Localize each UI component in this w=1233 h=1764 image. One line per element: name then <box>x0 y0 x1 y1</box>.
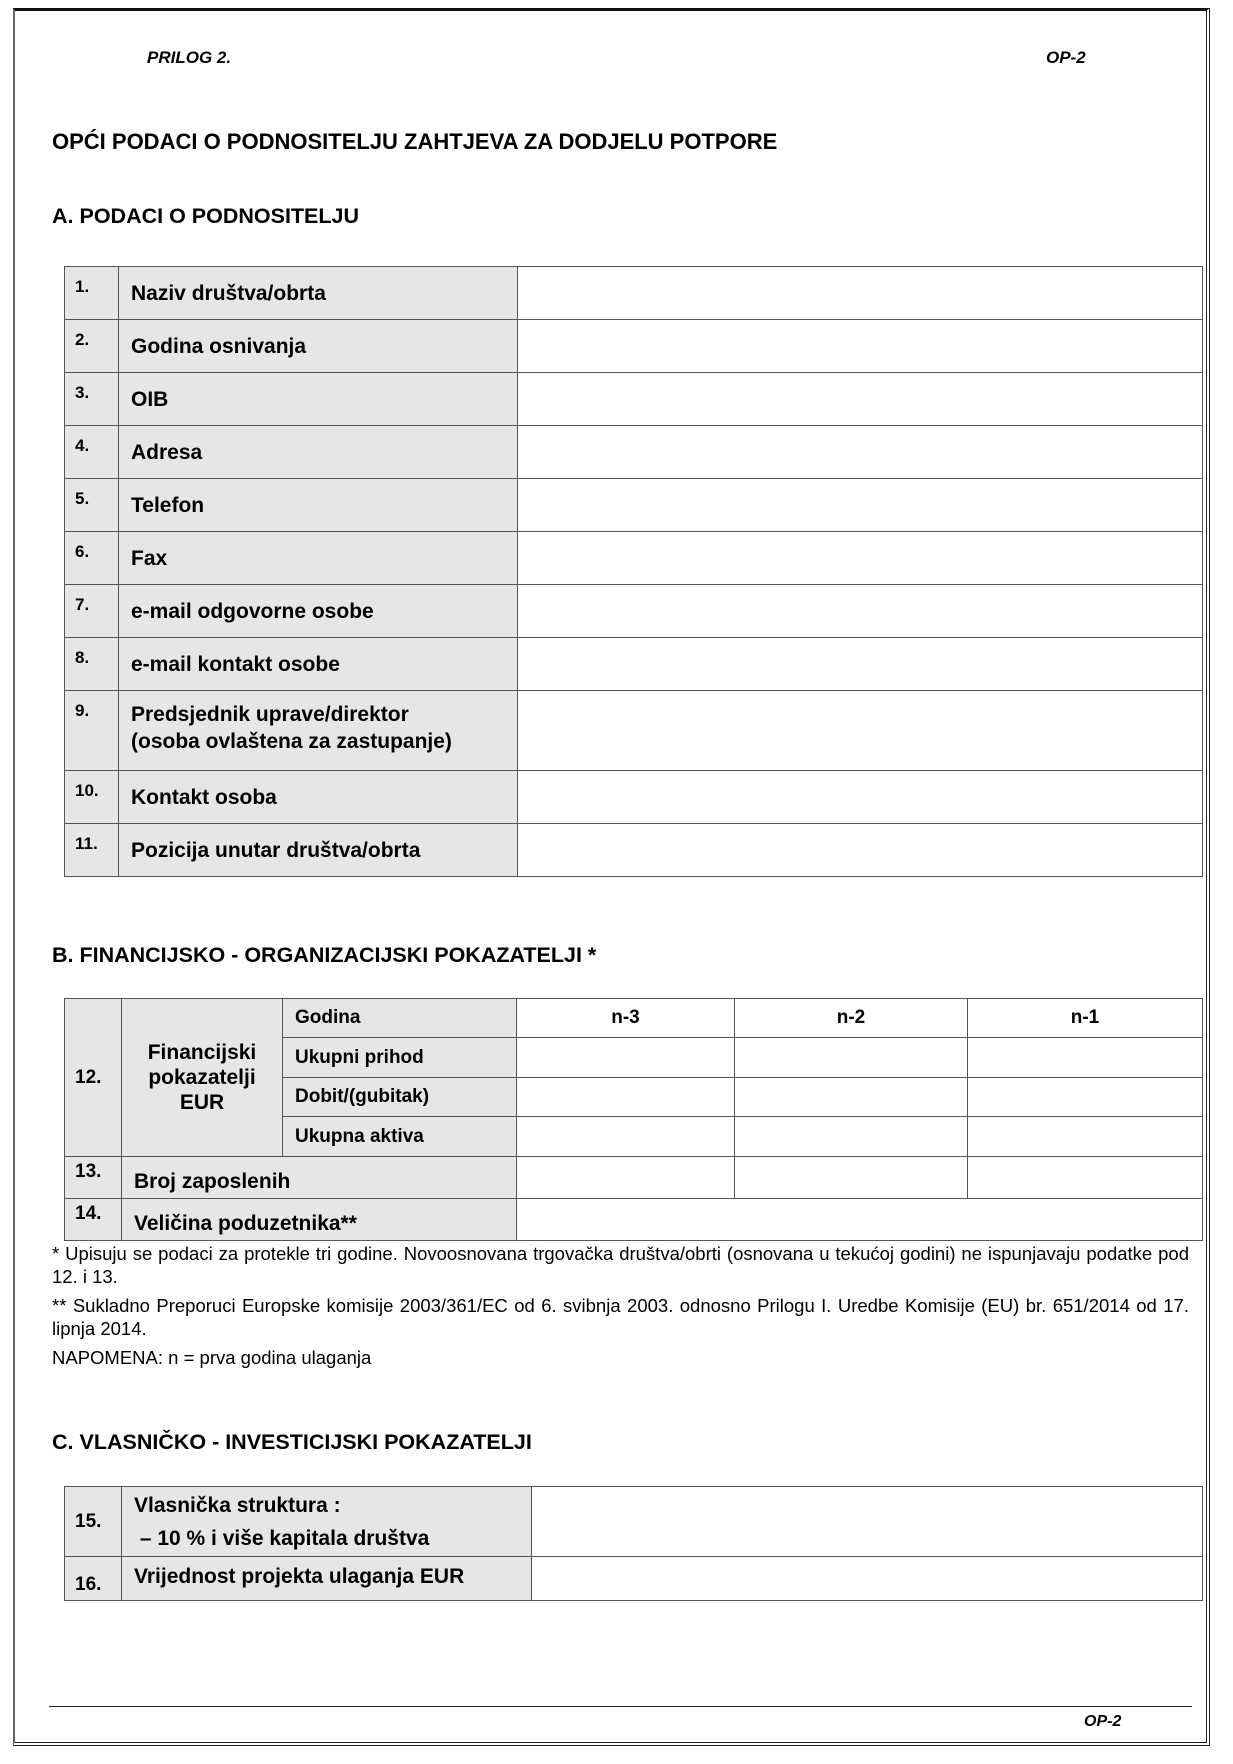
company-name-field[interactable] <box>518 267 1203 320</box>
year-label: Godina <box>283 999 517 1038</box>
field-label-company-name: Naziv društva/obrta <box>119 267 518 320</box>
enterprise-size-field[interactable] <box>517 1199 1203 1241</box>
director-field[interactable] <box>518 691 1203 771</box>
metric-label-total-assets: Ukupna aktiva <box>283 1117 517 1157</box>
row-number: 3. <box>65 373 119 426</box>
employees-n-1-field[interactable] <box>968 1157 1203 1199</box>
project-value-field[interactable] <box>532 1557 1203 1601</box>
founding-year-field[interactable] <box>518 320 1203 373</box>
field-label-contact-person: Kontakt osoba <box>119 771 518 824</box>
note-n-definition: NAPOMENA: n = prva godina ulaganja <box>52 1347 372 1368</box>
field-label-responsible-email: e-mail odgovorne osobe <box>119 585 518 638</box>
field-label-address: Adresa <box>119 426 518 479</box>
row-number: 12. <box>65 999 122 1157</box>
table-row <box>65 1557 1203 1601</box>
table-row <box>65 638 1203 691</box>
page-title: OPĆI PODACI O PODNOSITELJU ZAHTJEVA ZA DODJELU POTPORE <box>52 129 778 154</box>
group-label-line3: EUR <box>179 1091 225 1114</box>
responsible-email-field[interactable] <box>518 585 1203 638</box>
table-row <box>65 426 1203 479</box>
field-label-contact-email: e-mail kontakt osobe <box>119 638 518 691</box>
footnotes <box>52 1242 1189 1375</box>
table-row <box>65 585 1203 638</box>
table-row <box>65 1157 1203 1199</box>
table-row <box>65 1199 1203 1241</box>
field-label-employees: Broj zaposlenih <box>122 1157 517 1199</box>
position-field[interactable] <box>518 824 1203 877</box>
applicant-data-table <box>64 266 1203 877</box>
table-row <box>65 532 1203 585</box>
field-label-enterprise-size: Veličina poduzetnika** <box>122 1199 517 1241</box>
fax-field[interactable] <box>518 532 1203 585</box>
ownership-label-line2: – 10 % i više kapitala društva <box>134 1526 430 1550</box>
director-label-line1: Predsjednik uprave/direktor <box>131 703 409 726</box>
total-revenue-n-2-field[interactable] <box>735 1038 968 1078</box>
field-label-fax: Fax <box>119 532 518 585</box>
column-header-n-2: n-2 <box>735 999 968 1038</box>
row-number: 1. <box>65 267 119 320</box>
metric-label-profit-loss: Dobit/(gubitak) <box>283 1078 517 1117</box>
employees-n-2-field[interactable] <box>735 1157 968 1199</box>
total-revenue-n-3-field[interactable] <box>517 1038 735 1078</box>
total-assets-n-1-field[interactable] <box>968 1117 1203 1157</box>
profit-loss-n-2-field[interactable] <box>735 1078 968 1117</box>
row-number: 14. <box>65 1199 122 1241</box>
section-a-heading: A. PODACI O PODNOSITELJU <box>52 204 360 228</box>
ownership-structure-field[interactable] <box>532 1487 1203 1557</box>
metric-label-total-revenue: Ukupni prihod <box>283 1038 517 1078</box>
row-number: 5. <box>65 479 119 532</box>
contact-email-field[interactable] <box>518 638 1203 691</box>
table-row <box>65 479 1203 532</box>
column-header-n-3: n-3 <box>517 999 735 1038</box>
profit-loss-n-1-field[interactable] <box>968 1078 1203 1117</box>
field-label-project-value: Vrijednost projekta ulaganja EUR <box>122 1557 532 1601</box>
table-row <box>65 771 1203 824</box>
total-revenue-n-1-field[interactable] <box>968 1038 1203 1078</box>
total-assets-n-3-field[interactable] <box>517 1117 735 1157</box>
form-code-footer: OP-2 <box>1084 1713 1122 1730</box>
oib-field[interactable] <box>518 373 1203 426</box>
profit-loss-n-3-field[interactable] <box>517 1078 735 1117</box>
table-row <box>65 267 1203 320</box>
row-number: 9. <box>65 691 119 771</box>
field-label-ownership-structure <box>122 1487 532 1557</box>
section-b-heading: B. FINANCIJSKO - ORGANIZACIJSKI POKAZATELJI * <box>52 943 597 967</box>
address-field[interactable] <box>518 426 1203 479</box>
table-row <box>65 691 1203 771</box>
phone-field[interactable] <box>518 479 1203 532</box>
row-number: 6. <box>65 532 119 585</box>
table-row <box>65 320 1203 373</box>
row-number: 10. <box>65 771 119 824</box>
annex-label: PRILOG 2. <box>147 48 232 67</box>
field-label-phone: Telefon <box>119 479 518 532</box>
form-code-header: OP-2 <box>1046 48 1086 67</box>
row-number: 13. <box>65 1157 122 1199</box>
total-assets-n-2-field[interactable] <box>735 1117 968 1157</box>
contact-person-field[interactable] <box>518 771 1203 824</box>
table-row <box>65 373 1203 426</box>
footer-divider <box>49 1706 1192 1707</box>
table-row <box>65 824 1203 877</box>
field-label-oib: OIB <box>119 373 518 426</box>
field-label-founding-year: Godina osnivanja <box>119 320 518 373</box>
row-number: 15. <box>65 1487 122 1557</box>
field-label-position: Pozicija unutar društva/obrta <box>119 824 518 877</box>
row-number: 2. <box>65 320 119 373</box>
group-label-line1: Financijski <box>147 1041 257 1064</box>
group-label-line2: pokazatelji <box>148 1066 256 1089</box>
column-header-n-1: n-1 <box>968 999 1203 1038</box>
financial-indicators-group-label <box>122 999 283 1157</box>
row-number: 11. <box>65 824 119 877</box>
financial-indicators-table <box>64 998 1203 1241</box>
row-number: 8. <box>65 638 119 691</box>
field-label-director <box>119 691 518 771</box>
employees-n-3-field[interactable] <box>517 1157 735 1199</box>
row-number: 7. <box>65 585 119 638</box>
row-number: 16. <box>65 1557 122 1601</box>
director-label-line2: (osoba ovlaštena za zastupanje) <box>131 730 452 753</box>
ownership-label-line1: Vlasnička struktura : <box>134 1493 341 1517</box>
footnote-1: * Upisuju se podaci za protekle tri godine. Novoosnovana trgovačka društva/obrti (osnovana u tekućoj godini) ne ispunjavaju podatke pod 12. i 13. <box>52 1243 1189 1287</box>
footnote-2: ** Sukladno Preporuci Europske komisije 2003/361/EC od 6. svibnja 2003. odnosno Prilogu I. Uredbe Komisije (EU) br. 651/2014 od 17. lipnja 2014. <box>52 1295 1189 1339</box>
section-c-heading: C. VLASNIČKO - INVESTICIJSKI POKAZATELJI <box>52 1430 532 1454</box>
table-row <box>65 1487 1203 1557</box>
ownership-investment-table <box>64 1486 1203 1601</box>
row-number: 4. <box>65 426 119 479</box>
table-row <box>65 999 1203 1038</box>
